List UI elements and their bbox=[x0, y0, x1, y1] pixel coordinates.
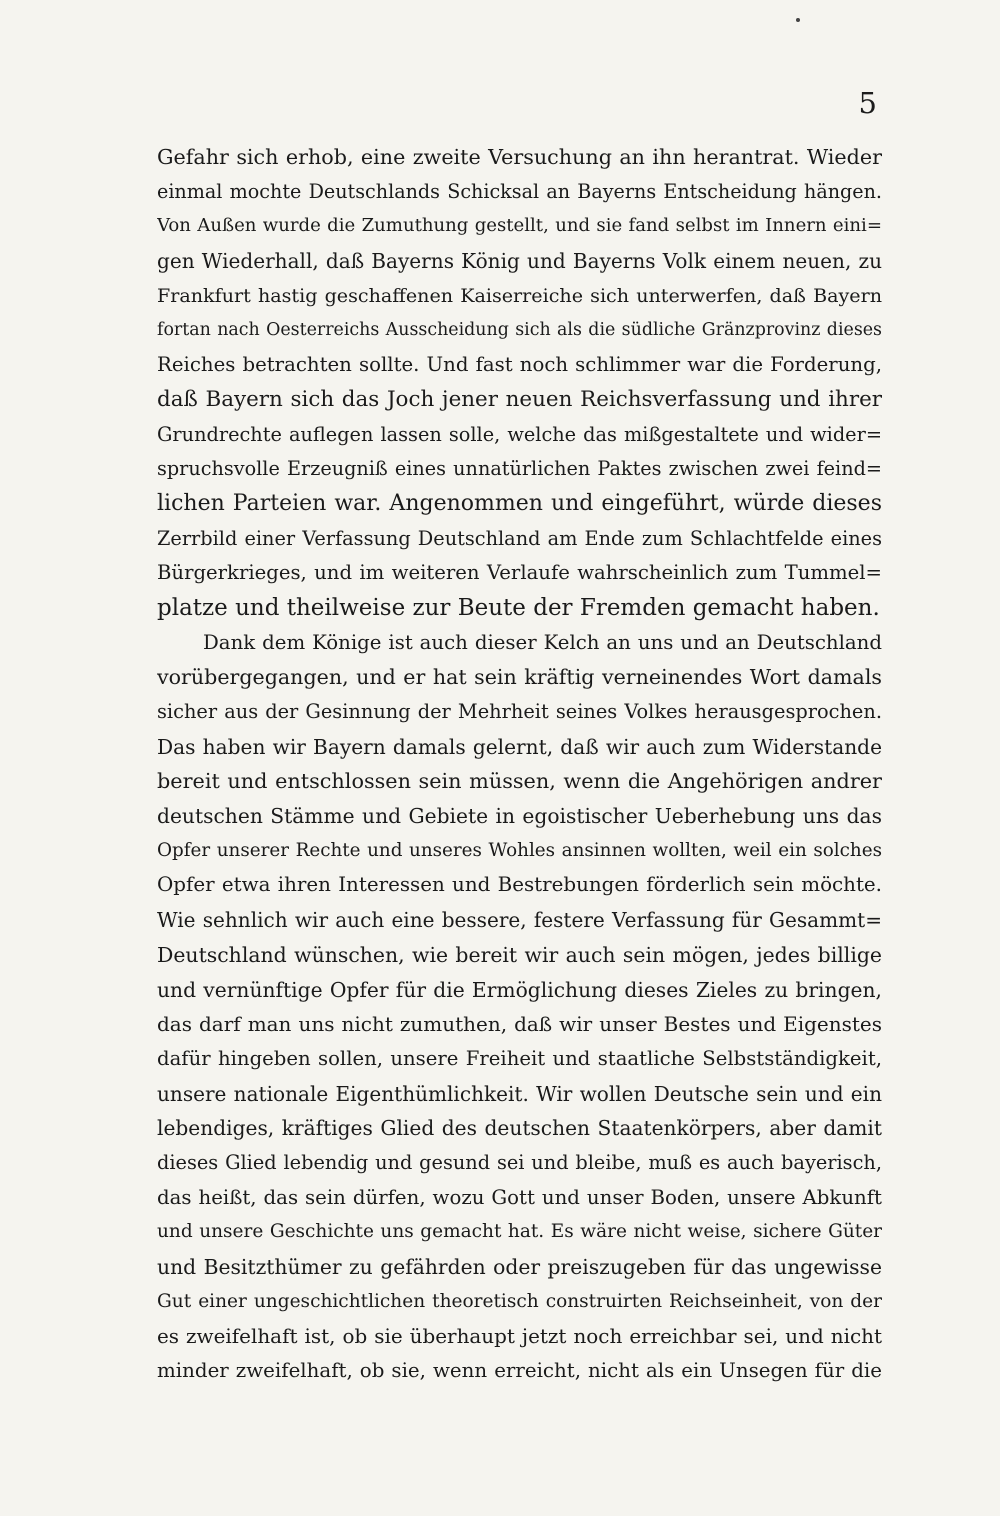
text-line: Reiches betrachten sollte. Und fast noch schlimmer war die Forderung, bbox=[157, 353, 882, 377]
text-line: vorübergegangen, und er hat sein kräftig verneinendes Wort damals bbox=[157, 665, 882, 690]
body-text bbox=[157, 140, 882, 1389]
text-line: lichen Parteien war. Angenommen und eingeführt, würde dieses bbox=[157, 490, 882, 516]
text-line: Das haben wir Bayern damals gelernt, daß wir auch zum Widerstande bbox=[157, 734, 882, 759]
text-line: Von Außen wurde die Zumuthung gestellt, und sie fand selbst im Innern eini= bbox=[157, 215, 882, 237]
text-line: Wie sehnlich wir auch eine bessere, festere Verfassung für Gesammt= bbox=[157, 908, 882, 933]
text-line: sicher aus der Gesinnung der Mehrheit seines Volkes herausgesprochen. bbox=[157, 700, 882, 723]
text-line: es zweifelhaft ist, ob sie überhaupt jetzt noch erreichbar sei, und nicht bbox=[157, 1324, 882, 1349]
text-line: und Besitzthümer zu gefährden oder preiszugeben für das ungewisse bbox=[157, 1255, 882, 1279]
text-line: Opfer etwa ihren Interessen und Bestrebungen förderlich sein möchte. bbox=[157, 873, 882, 897]
text-line: dieses Glied lebendig und gesund sei und bleibe, muß es auch bayerisch, bbox=[157, 1150, 882, 1174]
paragraph-end-line: platze und theilweise zur Beute der Fremden gemacht haben. bbox=[157, 594, 880, 621]
text-line: lebendiges, kräftiges Glied des deutschen Staatenkörpers, aber damit bbox=[157, 1116, 882, 1141]
text-line: unsere nationale Eigenthümlichkeit. Wir wollen Deutsche sein und ein bbox=[157, 1081, 882, 1106]
text-line: Frankfurt hastig geschaffenen Kaiserreiche sich unterwerfen, daß Bayern bbox=[157, 283, 882, 307]
text-line: gen Wiederhall, daß Bayerns König und Bayerns Volk einem neuen, zu bbox=[157, 249, 882, 274]
text-line: das darf man uns nicht zumuthen, daß wir unser Bestes und Eigenstes bbox=[157, 1012, 882, 1037]
text-line: fortan nach Oesterreichs Ausscheidung sich als die südliche Gränzprovinz dieses bbox=[157, 320, 882, 341]
ink-speck bbox=[796, 18, 800, 22]
text-line: Gut einer ungeschichtlichen theoretisch construirten Reichseinheit, von der bbox=[157, 1290, 882, 1312]
text-line: bereit und entschlossen sein müssen, wenn die Angehörigen andrer bbox=[157, 769, 882, 794]
text-line: deutschen Stämme und Gebiete in egoistischer Ueberhebung uns das bbox=[157, 804, 882, 829]
text-line: Deutschland wünschen, wie bereit wir auch sein mögen, jedes billige bbox=[157, 942, 882, 967]
text-line: und vernünftige Opfer für die Ermöglichung dieses Zieles zu bringen, bbox=[157, 977, 882, 1002]
text-line: einmal mochte Deutschlands Schicksal an Bayerns Entscheidung hängen. bbox=[157, 179, 882, 203]
text-line: und unsere Geschichte uns gemacht hat. Es wäre nicht weise, sichere Güter bbox=[157, 1221, 882, 1243]
text-line: Zerrbild einer Verfassung Deutschland am Ende zum Schlachtfelde eines bbox=[157, 526, 882, 550]
text-line: dafür hingeben sollen, unsere Freiheit und staatliche Selbstständigkeit, bbox=[157, 1046, 882, 1070]
text-line: Bürgerkrieges, und im weiteren Verlaufe wahrscheinlich zum Tummel= bbox=[157, 561, 882, 585]
paragraph-start-line: Dank dem Könige ist auch dieser Kelch an uns und an Deutschland bbox=[203, 630, 882, 654]
text-line: Opfer unserer Rechte und unseres Wohles ansinnen wollten, weil ein solches bbox=[157, 839, 882, 861]
text-line: Gefahr sich erhob, eine zweite Versuchung an ihn herantrat. Wieder bbox=[157, 145, 882, 169]
text-line: Grundrechte auflegen lassen solle, welche das mißgestaltete und wider= bbox=[157, 422, 882, 446]
page-number: 5 bbox=[858, 86, 877, 120]
text-line: spruchsvolle Erzeugniß eines unnatürlichen Paktes zwischen zwei feind= bbox=[157, 457, 882, 481]
text-line: minder zweifelhaft, ob sie, wenn erreicht, nicht als ein Unsegen für die bbox=[157, 1359, 882, 1383]
text-line: das heißt, das sein dürfen, wozu Gott und unser Boden, unsere Abkunft bbox=[157, 1185, 882, 1209]
text-line: daß Bayern sich das Joch jener neuen Reichsverfassung und ihrer bbox=[157, 386, 882, 412]
